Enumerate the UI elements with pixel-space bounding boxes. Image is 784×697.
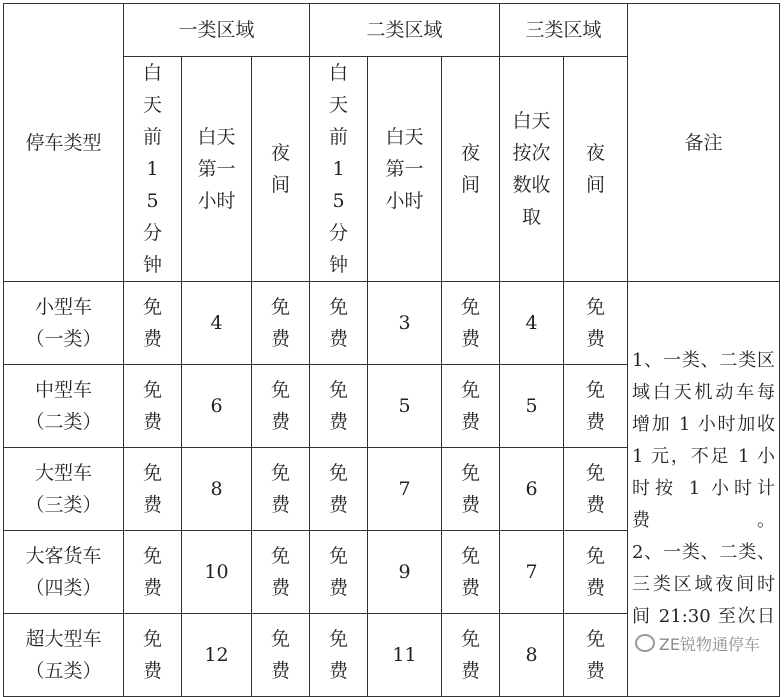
- z1-night-cell: 免费: [252, 282, 310, 365]
- header-z2-night: 夜间: [442, 57, 500, 282]
- z1-night-cell: 免费: [252, 365, 310, 448]
- z3-night-cell: 免费: [564, 614, 628, 697]
- header-z3-per-time: 白天按次数收取: [500, 57, 564, 282]
- z2-first-hour-cell: 7: [368, 448, 442, 531]
- vehicle-type-cell: 大客货车 （四类）: [4, 531, 124, 614]
- z1-free15-cell: 免费: [124, 531, 182, 614]
- z2-first-hour-cell: 5: [368, 365, 442, 448]
- z1-first-hour-cell: 6: [182, 365, 252, 448]
- z1-night-cell: 免费: [252, 448, 310, 531]
- z1-first-hour-cell: 10: [182, 531, 252, 614]
- z2-free15-cell: 免费: [310, 448, 368, 531]
- header-z1-night: 夜间: [252, 57, 310, 282]
- vehicle-type-cell: 中型车 （二类）: [4, 365, 124, 448]
- z1-first-hour-cell: 4: [182, 282, 252, 365]
- z2-first-hour-cell: 9: [368, 531, 442, 614]
- z3-per-time-cell: 7: [500, 531, 564, 614]
- z2-free15-cell: 免费: [310, 531, 368, 614]
- remark-note-2: 2、一类、二类、三类区域夜间时间 21:30 至次日: [632, 537, 775, 633]
- z3-night-cell: 免费: [564, 531, 628, 614]
- z3-per-time-cell: 6: [500, 448, 564, 531]
- z1-free15-cell: 免费: [124, 614, 182, 697]
- z1-night-cell: 免费: [252, 531, 310, 614]
- z2-night-cell: 免费: [442, 282, 500, 365]
- header-z3-night: 夜间: [564, 57, 628, 282]
- z2-night-cell: 免费: [442, 531, 500, 614]
- z3-night-cell: 免费: [564, 282, 628, 365]
- z2-free15-cell: 免费: [310, 614, 368, 697]
- remark-note-1: 1、一类、二类区域白天机动车每增加 1 小时加收 1 元，不足 1 小时按 1 小时计费。: [632, 345, 775, 537]
- z3-per-time-cell: 4: [500, 282, 564, 365]
- z2-free15-cell: 免费: [310, 365, 368, 448]
- z1-free15-cell: 免费: [124, 448, 182, 531]
- header-zone2: 二类区域: [310, 4, 500, 57]
- header-z2-first-hour: 白天第一小时: [368, 57, 442, 282]
- header-vehicle-type: 停车类型: [4, 4, 124, 282]
- z1-night-cell: 免费: [252, 614, 310, 697]
- header-zone3: 三类区域: [500, 4, 628, 57]
- header-remarks: 备注: [628, 4, 780, 282]
- z2-night-cell: 免费: [442, 365, 500, 448]
- header-z2-free15: 白天前15分钟: [310, 57, 368, 282]
- z2-free15-cell: 免费: [310, 282, 368, 365]
- wechat-icon: [635, 634, 655, 652]
- header-zone1: 一类区域: [124, 4, 310, 57]
- vehicle-type-cell: 大型车 （三类）: [4, 448, 124, 531]
- z2-first-hour-cell: 3: [368, 282, 442, 365]
- table-row: [4, 282, 780, 365]
- vehicle-type-cell: 小型车 （一类）: [4, 282, 124, 365]
- z3-per-time-cell: 5: [500, 365, 564, 448]
- parking-fee-table: [3, 3, 780, 697]
- remarks-text: [632, 345, 775, 633]
- z3-night-cell: 免费: [564, 365, 628, 448]
- z1-first-hour-cell: 8: [182, 448, 252, 531]
- z1-first-hour-cell: 12: [182, 614, 252, 697]
- z1-free15-cell: 免费: [124, 365, 182, 448]
- header-z1-first-hour: 白天第一小时: [182, 57, 252, 282]
- header-z1-free15: 白天前15分钟: [124, 57, 182, 282]
- z3-per-time-cell: 8: [500, 614, 564, 697]
- header-row-zones: [4, 4, 780, 57]
- vehicle-type-cell: 超大型车 （五类）: [4, 614, 124, 697]
- z2-first-hour-cell: 11: [368, 614, 442, 697]
- z2-night-cell: 免费: [442, 448, 500, 531]
- z3-night-cell: 免费: [564, 448, 628, 531]
- z1-free15-cell: 免费: [124, 282, 182, 365]
- watermark: ZE锐物通停车: [635, 632, 760, 655]
- z2-night-cell: 免费: [442, 614, 500, 697]
